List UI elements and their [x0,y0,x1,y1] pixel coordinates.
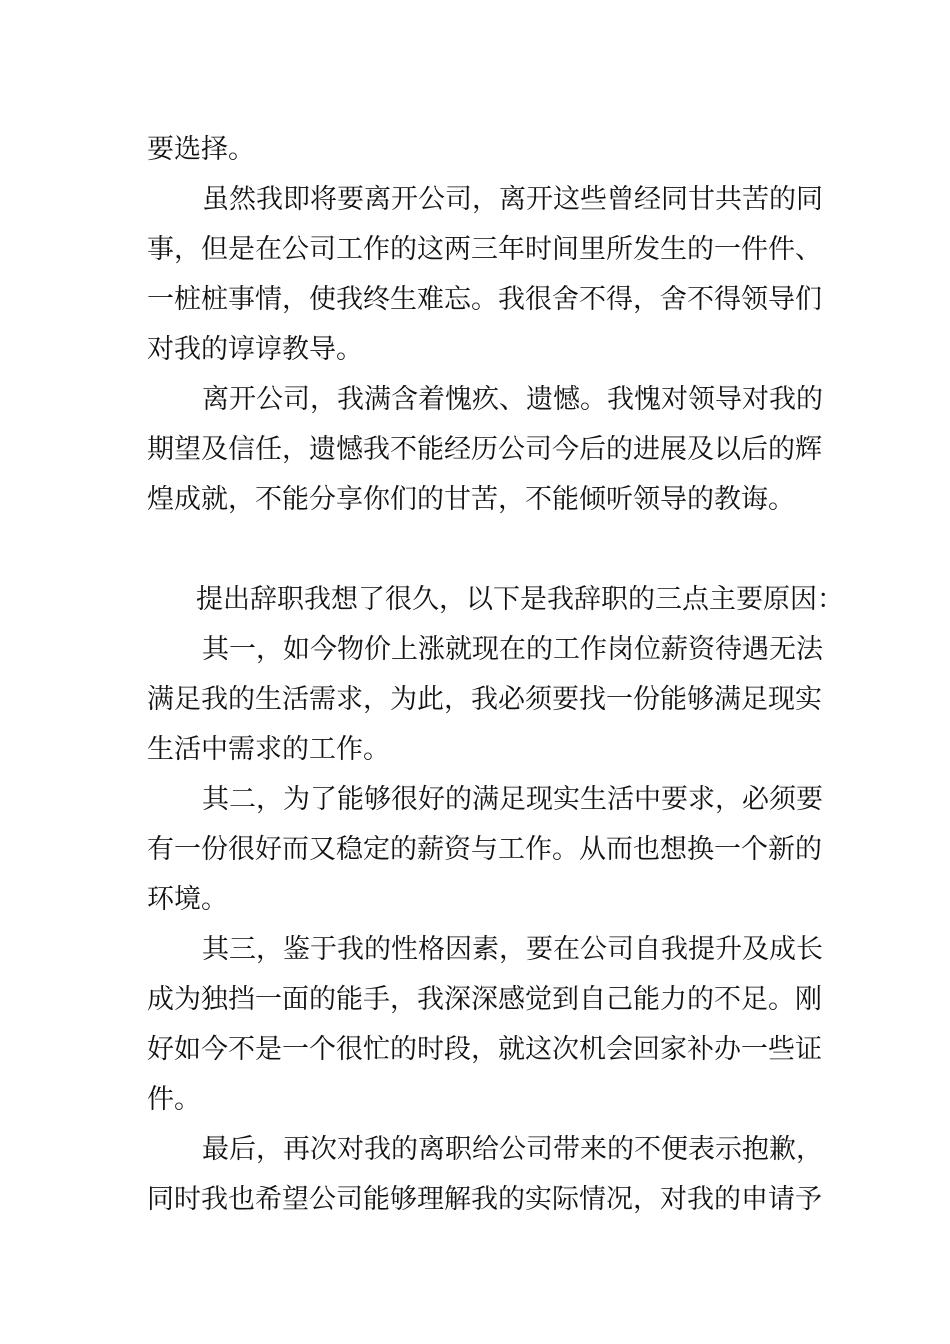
text-line: 其三，鉴于我的性格因素，要在公司自我提升及成长 [202,934,823,965]
text-line: 件。 [147,1084,201,1115]
text-line: 期望及信任，遗憾我不能经历公司今后的进展及以后的辉 [147,434,822,465]
text-line: 生活中需求的工作。 [147,734,390,765]
text-line: 满足我的生活需求，为此，我必须要找一份能够满足现实 [147,684,822,715]
text-line: 最后，再次对我的离职给公司带来的不便表示抱歉， [202,1134,823,1165]
text-line: 好如今不是一个很忙的时段，就这次机会回家补办一些证 [147,1034,822,1065]
text-line: 要选择。 [147,134,255,165]
text-line: 离开公司，我满含着愧疚、遗憾。我愧对领导对我的 [202,384,823,415]
text-line: 其二，为了能够很好的满足现实生活中要求，必须要 [202,784,823,815]
text-line: 有一份很好而又稳定的薪资与工作。从而也想换一个新的 [147,834,822,865]
text-line: 煌成就，不能分享你们的甘苦，不能倾听领导的教诲。 [147,484,795,515]
text-line: 事，但是在公司工作的这两三年时间里所发生的一件件、 [147,234,822,265]
text-line: 成为独挡一面的能手，我深深感觉到自己能力的不足。刚 [147,984,822,1015]
text-line: 同时我也希望公司能够理解我的实际情况，对我的申请予 [147,1184,822,1215]
text-line: 虽然我即将要离开公司，离开这些曾经同甘共苦的同 [202,184,823,215]
text-line: 其一，如今物价上涨就现在的工作岗位薪资待遇无法 [202,634,823,665]
text-line: 环境。 [147,884,228,915]
text-line: 一桩桩事情，使我终生难忘。我很舍不得，舍不得领导们 [147,284,822,315]
text-line: 提出辞职我想了很久，以下是我辞职的三点主要原因： [196,584,844,615]
text-line: 对我的谆谆教导。 [147,334,363,365]
